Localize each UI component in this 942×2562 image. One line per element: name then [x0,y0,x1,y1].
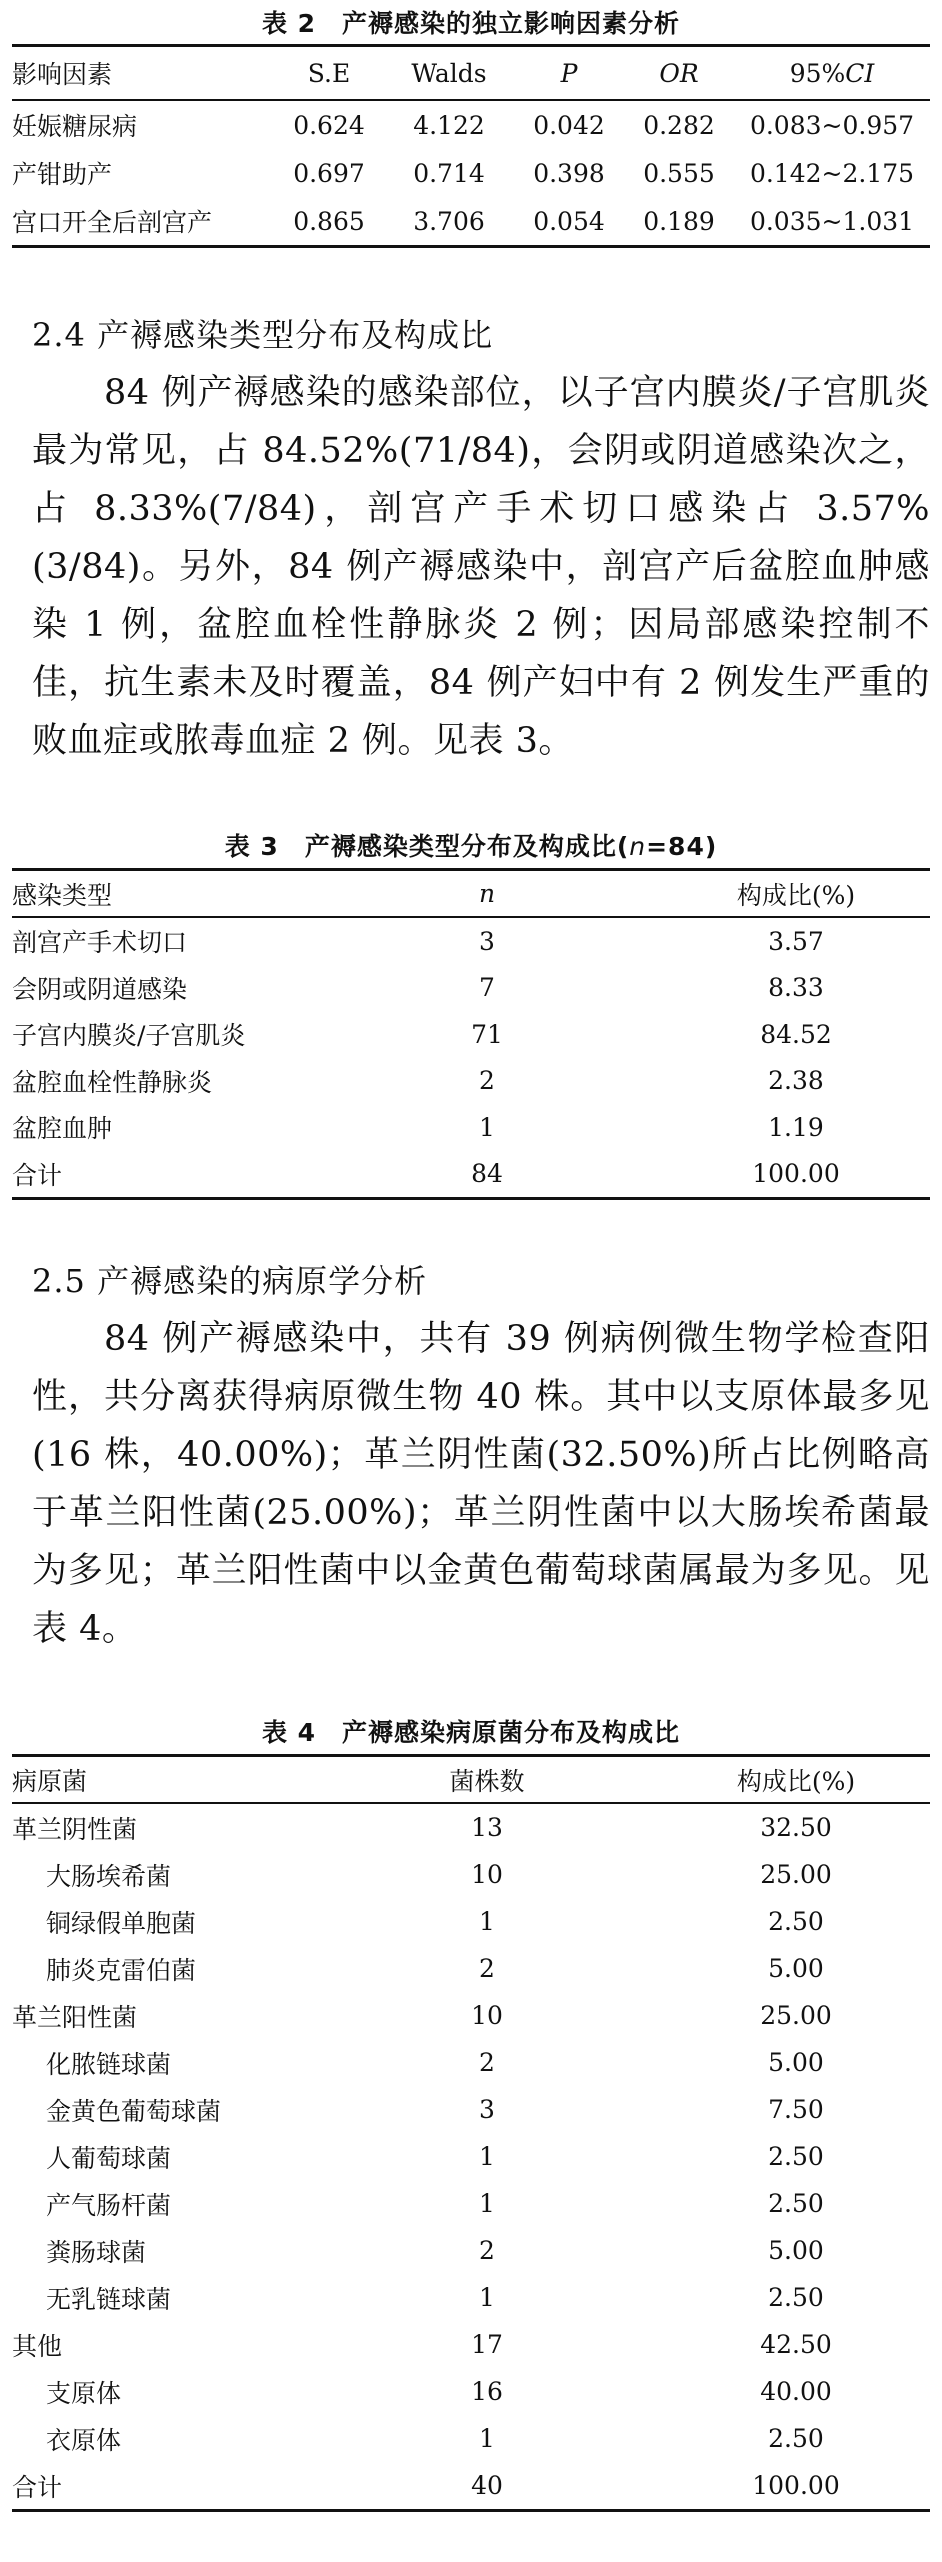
table4-cell: 粪肠球菌 [46,2237,147,2267]
table4-cell: 40 [471,2471,503,2500]
table4-cell: 5.00 [768,1954,824,1983]
table3-cell: 84 [471,1159,503,1189]
table4-cell: 17 [471,2330,503,2359]
table4-row [12,1851,930,1898]
table4-row [12,2274,930,2321]
table4-cell: 10 [471,2001,503,2030]
table3-cell: 3 [479,926,495,956]
table4-cell: 肺炎克雷伯菌 [46,1955,197,1985]
table2-row [12,197,930,247]
table2-header: S.E [307,58,351,88]
table4-cell: 2 [479,2048,495,2077]
section-2-4-paragraph: 84 例产褥感染的感染部位，以子宫内膜炎/子宫肌炎最为常见，占 84.52%(71/84)，会阴或阴道感染次之，占 8.33%(7/84)，剖宫产手术切口感染占 3.57%(3/84)。另外，84 例产褥感染中，剖宫产后盆腔血肿感染 1 例，盆腔血栓性静脉炎 2 例；因局部感染控制不佳，抗生素未及时覆盖，84 例产妇中有 2 例发生严重的败血症或脓毒血症 2 例。见表 3。 [32,373,930,761]
table3-cell: 7 [479,973,495,1003]
table4-row [12,2180,930,2227]
table2-header: Walds [411,58,487,88]
table3-cell: 会阴或阴道感染 [12,974,188,1004]
table3-cell: 2.38 [768,1066,824,1096]
table2 [12,44,930,248]
table2-caption: 表 2 产褥感染的独立影响因素分析 [261,9,681,38]
table2-cell: 0.624 [293,110,365,140]
table3-cell: 盆腔血肿 [12,1114,113,1144]
table4-cell: 2 [479,1954,495,1983]
table4-cell: 5.00 [768,2048,824,2077]
table4-cell: 2 [479,2236,495,2265]
table4-cell: 革兰阴性菌 [12,1814,138,1844]
table4-row [12,1803,930,1851]
table4-row [12,1898,930,1945]
table4-cell: 2.50 [768,2283,824,2312]
table3-cell: 3.57 [768,926,824,956]
table3-row [12,1104,930,1151]
table3-header: 构成比(%) [736,880,856,910]
table3-cell: 100.00 [752,1159,840,1189]
table3-caption-suffix: =84) [646,832,718,861]
table2-cell: 0.398 [533,158,605,188]
table3-cell: 1 [479,1112,495,1142]
table4-row [12,2133,930,2180]
table4-cell: 42.50 [760,2330,832,2359]
table2-cell: 0.714 [413,158,485,188]
table3-cell: 合计 [12,1160,63,1190]
table4-header: 构成比(%) [736,1766,856,1796]
table2-cell: 0.042 [533,110,605,140]
table4-cell: 25.00 [760,2001,832,2030]
table4-cell: 1 [479,2142,495,2171]
table2-cell: 3.706 [413,206,485,236]
table3-cell: 8.33 [768,973,824,1003]
table4-row [12,2227,930,2274]
table4-header: 病原菌 [12,1766,88,1796]
table2-cell: 妊娠糖尿病 [12,112,138,141]
table4-cell: 金黄色葡萄球菌 [46,2096,222,2126]
table4-cell: 1 [479,2283,495,2312]
table3-row [12,965,930,1012]
table3-caption [0,826,942,868]
table3-cell: 2 [479,1066,495,1096]
table2-header: 影响因素 [12,60,113,89]
section-2-4-heading: 2.4 产褥感染类型分布及构成比 [32,316,494,354]
table4-cell: 2.50 [768,1907,824,1936]
table2-header: OR [659,58,699,88]
table2-cell: 0.142~2.175 [749,158,915,188]
table2-cell: 4.122 [413,110,485,140]
table3-cell: 剖宫产手术切口 [12,928,188,958]
table4-cell: 2.50 [768,2424,824,2453]
table4-cell: 32.50 [760,1813,832,1842]
table3-cell: 盆腔血栓性静脉炎 [12,1067,213,1097]
table2-cell: 0.035~1.031 [749,206,915,236]
table4-cell: 40.00 [760,2377,832,2406]
table4-row [12,2368,930,2415]
table4-cell: 合计 [12,2472,63,2502]
table2-row [12,149,930,197]
table4-cell: 25.00 [760,1860,832,1889]
section-2-5-heading: 2.5 产褥感染的病原学分析 [32,1262,428,1300]
table3-cell: 1.19 [768,1112,824,1142]
table2-cell: 0.282 [643,110,715,140]
table4-row [12,2086,930,2133]
table4-cell: 革兰阳性菌 [12,2002,138,2032]
table4-cell: 5.00 [768,2236,824,2265]
table3-caption-n: n [629,832,647,861]
table2-cell: 0.189 [643,206,715,236]
table4-cell: 化脓链球菌 [46,2049,172,2079]
table2-cell: 产钳助产 [12,160,113,189]
table3-header: n [478,879,496,908]
table3-row [12,1058,930,1105]
table2-cell: 0.865 [293,206,365,236]
section-2-5-paragraph: 84 例产褥感染中，共有 39 例病例微生物学检查阳性，共分离获得病原微生物 40 株。其中以支原体最多见(16 株，40.00%)；革兰阴性菌(32.50%)所占比例略高于革兰阳性菌(25.00%)；革兰阴性菌中以大肠埃希菌最为多见；革兰阳性菌中以金黄色葡萄球菌属最为多见。见表 4。 [32,1319,930,1649]
table2-header-ci: 95%CI [789,58,875,88]
table4-row [12,2415,930,2462]
table2-cell: 宫口开全后剖宫产 [12,208,213,237]
table2-header: P [560,58,578,88]
table3-header: 感染类型 [12,880,113,910]
table2-header-row [12,46,930,101]
table4-cell: 无乳链球菌 [46,2284,172,2314]
table4-row [12,2039,930,2086]
table4-header-row [12,1756,930,1804]
table4-cell: 2.50 [768,2189,824,2218]
table4-row [12,2321,930,2368]
table4-cell: 其他 [12,2331,63,2361]
table3-cell: 71 [471,1019,503,1049]
table3-cell: 子宫内膜炎/子宫肌炎 [12,1021,246,1051]
table3-caption-prefix: 表 3 产褥感染类型分布及构成比( [224,832,630,861]
table3-header-row [12,870,930,918]
table4-cell: 产气肠杆菌 [46,2190,172,2220]
table4-cell: 16 [471,2377,503,2406]
table4-cell: 13 [471,1813,503,1842]
table4-header: 菌株数 [449,1766,525,1796]
table3-row [12,1151,930,1199]
table4-row [12,1945,930,1992]
table4-cell: 10 [471,1860,503,1889]
table4-cell: 7.50 [768,2095,824,2124]
table3 [12,868,930,1200]
table2-row [12,100,930,149]
table3-row [12,1011,930,1058]
table2-cell: 0.083~0.957 [749,110,915,140]
table4-caption: 表 4 产褥感染病原菌分布及构成比 [261,1718,681,1747]
table4-cell: 大肠埃希菌 [46,1861,172,1891]
table2-cell: 0.555 [643,158,715,188]
table4 [12,1754,930,2512]
table4-cell: 1 [479,2189,495,2218]
table4-cell: 100.00 [752,2471,840,2500]
table4-cell: 1 [479,1907,495,1936]
table4-cell: 2.50 [768,2142,824,2171]
table4-row [12,1992,930,2039]
table4-row [12,2462,930,2511]
table3-cell: 84.52 [760,1019,832,1049]
table4-cell: 衣原体 [46,2425,122,2455]
table4-cell: 铜绿假单胞菌 [46,1908,197,1938]
table3-row [12,917,930,965]
table4-cell: 支原体 [46,2378,122,2408]
table4-cell: 1 [479,2424,495,2453]
table2-cell: 0.697 [293,158,365,188]
table2-cell: 0.054 [533,206,605,236]
table4-cell: 3 [479,2095,495,2124]
table4-cell: 人葡萄球菌 [46,2143,172,2173]
